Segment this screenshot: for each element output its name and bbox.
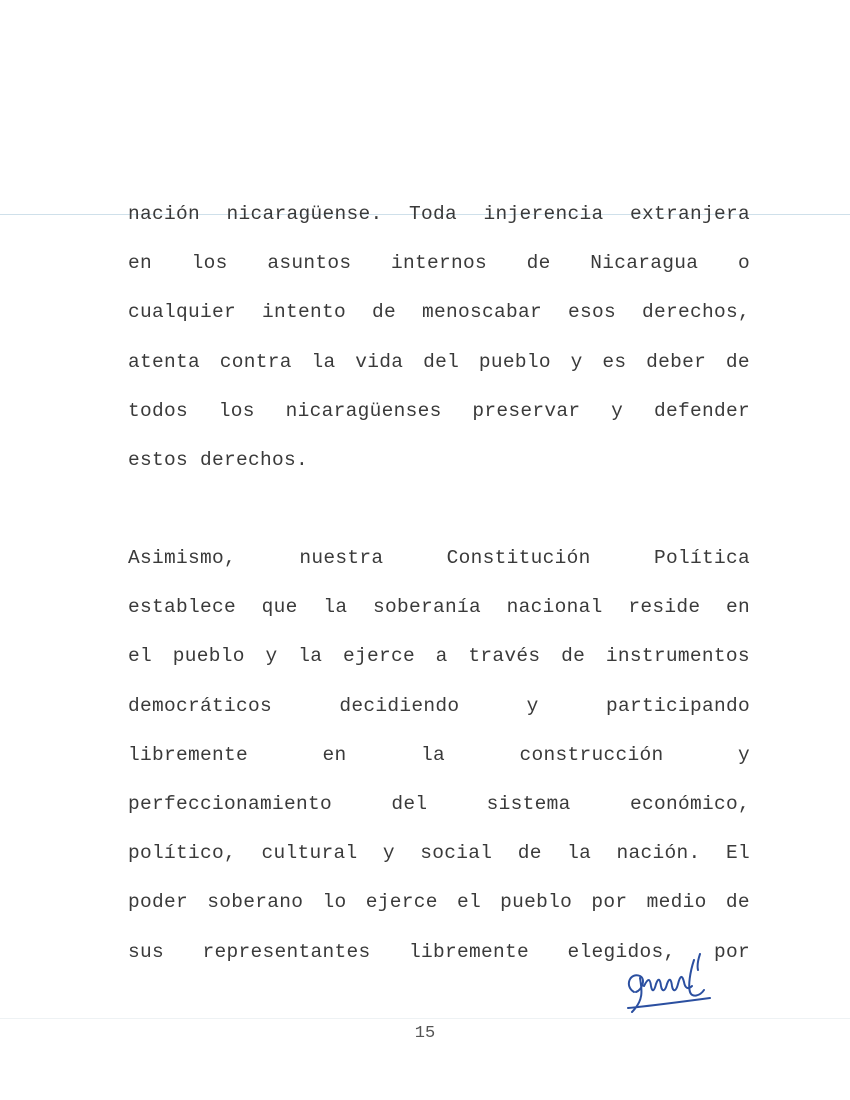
text-line: libremente en la construcción y: [128, 743, 750, 766]
text-line: perfeccionamiento del sistema económico,: [128, 792, 750, 815]
scan-rule-bottom: [0, 1018, 850, 1019]
text-line: cualquier intento de menoscabar esos derechos,: [128, 301, 750, 324]
text-line: democráticos decidiendo y participando: [128, 694, 750, 717]
text-line: político, cultural y social de la nación. El: [128, 842, 750, 865]
text-line: sus representantes libremente elegidos, por: [128, 940, 750, 963]
paragraph-1: [128, 190, 750, 485]
text-line: establece que la soberanía nacional reside en: [128, 596, 750, 619]
text-line: nación nicaragüense. Toda injerencia extranjera: [128, 203, 750, 225]
paragraph-2: [128, 534, 750, 977]
text-line: todos los nicaragüenses preservar y defender: [128, 399, 750, 422]
text-line: en los asuntos internos de Nicaragua o: [128, 252, 750, 275]
text-line: Asimismo, nuestra Constitución Política: [128, 547, 750, 569]
text-line: atenta contra la vida del pueblo y es deber de: [128, 350, 750, 373]
text-line: el pueblo y la ejerce a través de instrumentos: [128, 645, 750, 668]
text-line: estos derechos.: [128, 448, 309, 471]
handwritten-signature: [620, 946, 720, 1018]
page-number: 15: [414, 1024, 436, 1043]
text-line: poder soberano lo ejerce el pueblo por medio de: [128, 891, 750, 914]
